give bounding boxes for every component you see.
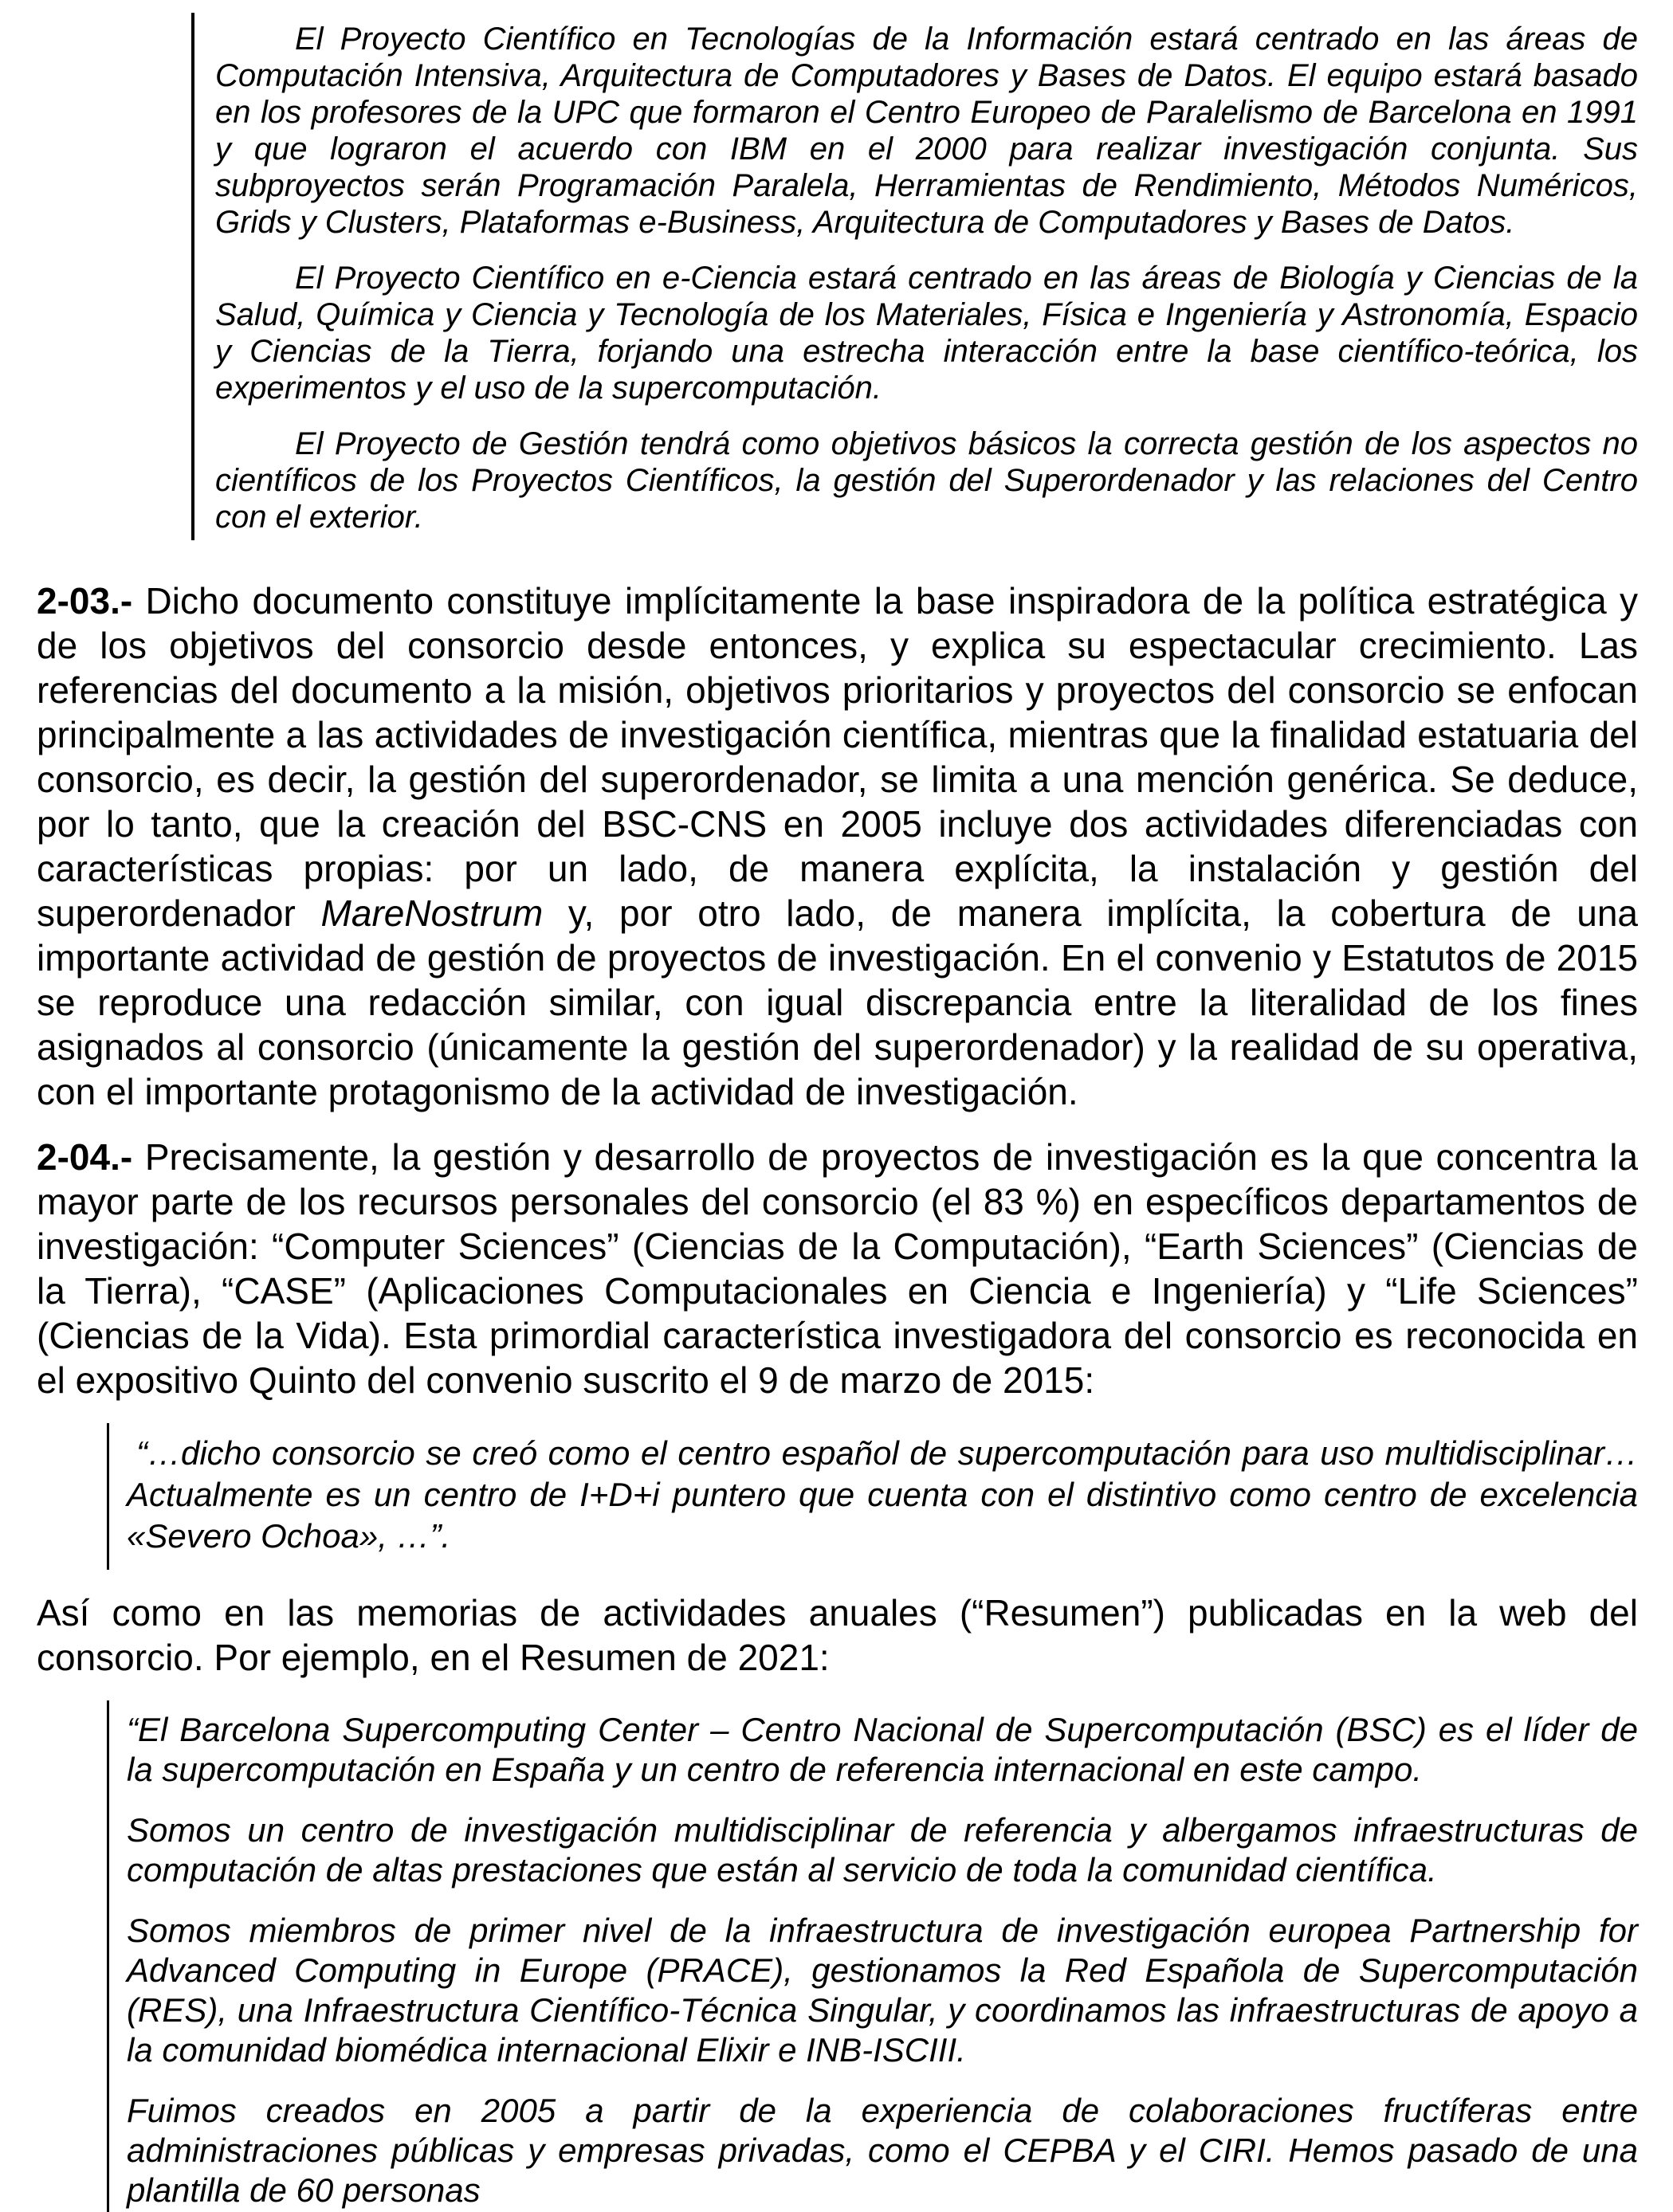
paragraph-2-03-number: 2-03.- bbox=[37, 580, 133, 622]
paragraph-asi-como: Así como en las memorias de actividades anuales (“Resumen”) publicadas en la web del consorcio. Por ejemplo, en el Resumen de 2021: bbox=[37, 1592, 1638, 1678]
resumen-paragraph-centro: Somos un centro de investigación multidisciplinar de referencia y albergamos infraestructuras de computación de altas prestaciones que están al servicio de toda la comunidad científica. bbox=[127, 1811, 1638, 1888]
marenostrum-italic-term: MareNostrum bbox=[320, 892, 544, 934]
paragraph-2-03-text-before: Dicho documento constituye implícitamente la base inspiradora de la política estratégica y de los objetivos del consorcio desde entonces, y explica su espectacular crecimiento. Las referencias del documento a la misión, objetivos prioritarios y proyectos del consorcio se enfocan principalmente a las actividades de investigación científica, mientras que la finalidad estatuaria del consorcio, es decir, la gestión del superordenador, se limita a una mención genérica. Se deduce, por lo tanto, que la creación del BSC-CNS en 2005 incluye dos actividades diferenciadas con características propias: por un lado, de manera explícita, la instalación y gestión del superordenador bbox=[37, 580, 1638, 934]
blockquote-project-descriptions bbox=[191, 13, 1638, 540]
blockquote-expositivo-quinto bbox=[107, 1423, 1638, 1570]
project-ti-paragraph: El Proyecto Científico en Tecnologías de la Información estará centrado en las áreas de Computación Intensiva, Arquitectura de Computadores y Bases de Datos. El equipo estará basado en los profesores de la UPC que formaron el Centro Europeo de Paralelismo de Barcelona en 1991 y que lograron el acuerdo con IBM en el 2000 para realizar investigación conjunta. Sus subproyectos serán Programación Paralela, Herramientas de Rendimiento, Métodos Numéricos, Grids y Clusters, Plataformas e-Business, Arquitectura de Computadores y Bases de Datos. bbox=[215, 22, 1638, 240]
paragraph-2-04-text: Precisamente, la gestión y desarrollo de proyectos de investigación es la que concentra la mayor parte de los recursos personales del consorcio (el 83 %) en específicos departamentos de investigación: “Computer Sciences” (Ciencias de la Computación), “Earth Sciences” (Ciencias de la Tierra), “CASE” (Aplicaciones Computacionales en Ciencia e Ingeniería) y “Life Sciences” (Ciencias de la Vida). Esta primordial característica investigadora del consorcio es reconocida en el expositivo Quinto del convenio suscrito el 9 de marzo de 2015: bbox=[37, 1136, 1639, 1401]
expositivo-quote-text: “…dicho consorcio se creó como el centro español de supercomputación para uso multidisciplinar… Actualmente es un centro de I+D+i puntero que cuenta con el distintivo como centro de excelencia «Severo Ochoa», …”. bbox=[127, 1434, 1638, 1555]
blockquote-resumen-2021 bbox=[107, 1700, 1638, 2212]
project-eciencia-paragraph: El Proyecto Científico en e-Ciencia estará centrado en las áreas de Biología y Ciencias de la Salud, Química y Ciencia y Tecnología de los Materiales, Física e Ingeniería y Astronomía, Espacio y Ciencias de la Tierra, forjando una estrecha interacción entre la base científico-teórica, los experimentos y el uso de la supercomputación. bbox=[215, 261, 1638, 406]
resumen-paragraph-creados: Fuimos creados en 2005 a partir de la experiencia de colaboraciones fructíferas entre administraciones públicas y empresas privadas, como el CEPBA y el CIRI. Hemos pasado de una plantilla de 60 personas bbox=[127, 2092, 1638, 2209]
paragraph-2-04-number: 2-04.- bbox=[37, 1136, 133, 1178]
paragraph-2-03 bbox=[37, 578, 1638, 1114]
project-gestion-paragraph: El Proyecto de Gestión tendrá como objetivos básicos la correcta gestión de los aspectos no científicos de los Proyectos Científicos, la gestión del Superordenador y las relaciones del Centro con el exterior. bbox=[215, 426, 1638, 535]
paragraph-2-04 bbox=[37, 1135, 1638, 1402]
resumen-paragraph-prace: Somos miembros de primer nivel de la infraestructura de investigación europea Partnership for Advanced Computing in Europe (PRACE), gestionamos la Red Española de Supercomputación (RES), una Infraestructura Científico-Técnica Singular, y coordinamos las infraestructuras de apoyo a la comunidad biomédica internacional Elixir e INB-ISCIII. bbox=[127, 1912, 1638, 2069]
resumen-paragraph-lider: “El Barcelona Supercomputing Center – Centro Nacional de Supercomputación (BSC) es el líder de la supercomputación en España y un centro de referencia internacional en este campo. bbox=[127, 1711, 1638, 1788]
paragraph-2-03-text-after: y, por otro lado, de manera implícita, la cobertura de una importante actividad de gestión de proyectos de investigación. En el convenio y Estatutos de 2015 se reproduce una redacción similar, con igual discrepancia entre la literalidad de los fines asignados al consorcio (únicamente la gestión del superordenador) y la realidad de su operativa, con el importante protagonismo de la actividad de investigación. bbox=[37, 892, 1638, 1112]
